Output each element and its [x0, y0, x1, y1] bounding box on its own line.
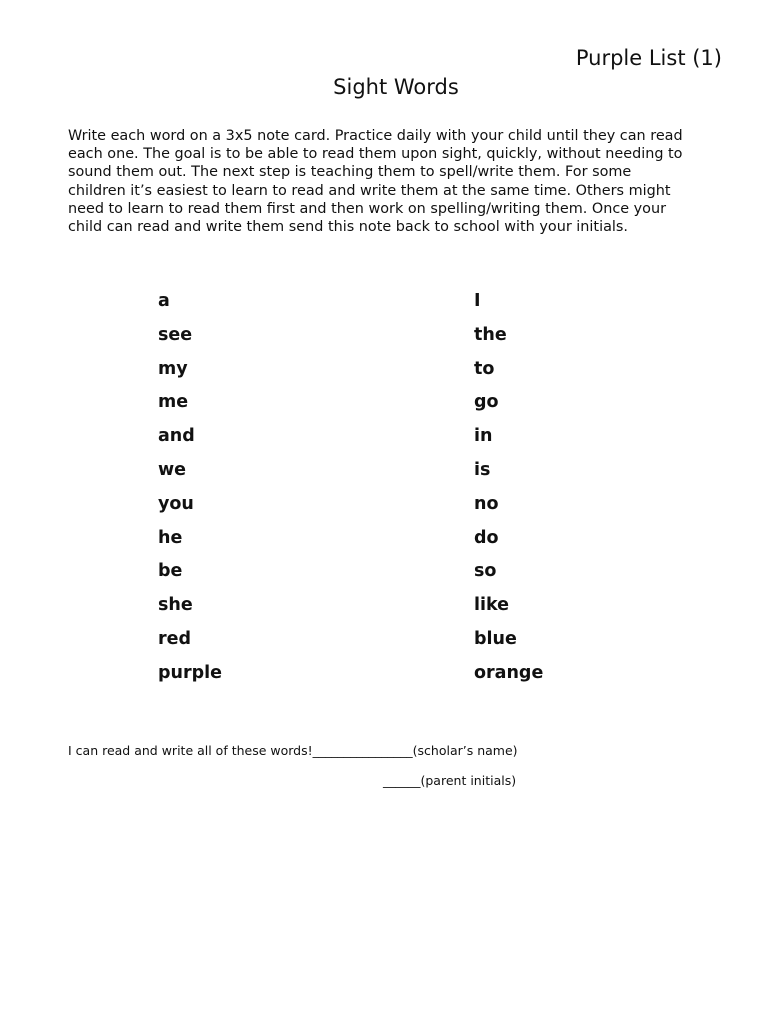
- list-title: Purple List (1): [575, 46, 722, 70]
- sight-word: purple: [158, 662, 223, 683]
- word-list-left: [158, 288, 222, 694]
- sight-word: my: [158, 358, 188, 379]
- sight-word: a: [158, 291, 170, 311]
- sight-word: orange: [474, 662, 544, 683]
- parent-initials-line: ______(parent initials): [383, 773, 517, 788]
- page-title: Sight Words: [333, 75, 459, 99]
- sight-word: blue: [474, 628, 517, 649]
- sight-word: you: [158, 493, 194, 514]
- sight-word: no: [474, 493, 499, 514]
- sight-word: go: [474, 392, 499, 413]
- sight-word: so: [474, 561, 497, 582]
- sight-word: red: [158, 628, 192, 649]
- sight-word: in: [474, 426, 493, 447]
- sight-word: to: [474, 358, 495, 379]
- sight-word: do: [474, 527, 499, 548]
- sight-word: he: [158, 527, 183, 548]
- sight-word: we: [158, 459, 187, 480]
- sight-word: me: [158, 392, 189, 413]
- sight-word: like: [474, 595, 510, 616]
- sight-word: be: [158, 561, 183, 582]
- sight-word: and: [158, 426, 195, 447]
- sight-word: see: [158, 324, 193, 345]
- scholar-name-line: I can read and write all of these words!________________(scholar’s name): [68, 743, 518, 758]
- sight-word: I: [474, 291, 481, 311]
- sight-word: the: [474, 324, 507, 345]
- instructions-paragraph: Write each word on a 3x5 note card. Practice daily with your child until they can read each one. The goal is to be able to read them upon sight, quickly, without needing to sound them out. The next step is teaching them to spell/write them. For some children it’s easiest to learn to read and write them at the same time. Others might need to learn to read them first and then work on spelling/writing them. Once your child can read and write them send this note back to school with your initials.: [68, 128, 683, 236]
- sight-word: is: [474, 459, 491, 480]
- sight-word: she: [158, 595, 193, 616]
- word-list-right: [474, 288, 543, 694]
